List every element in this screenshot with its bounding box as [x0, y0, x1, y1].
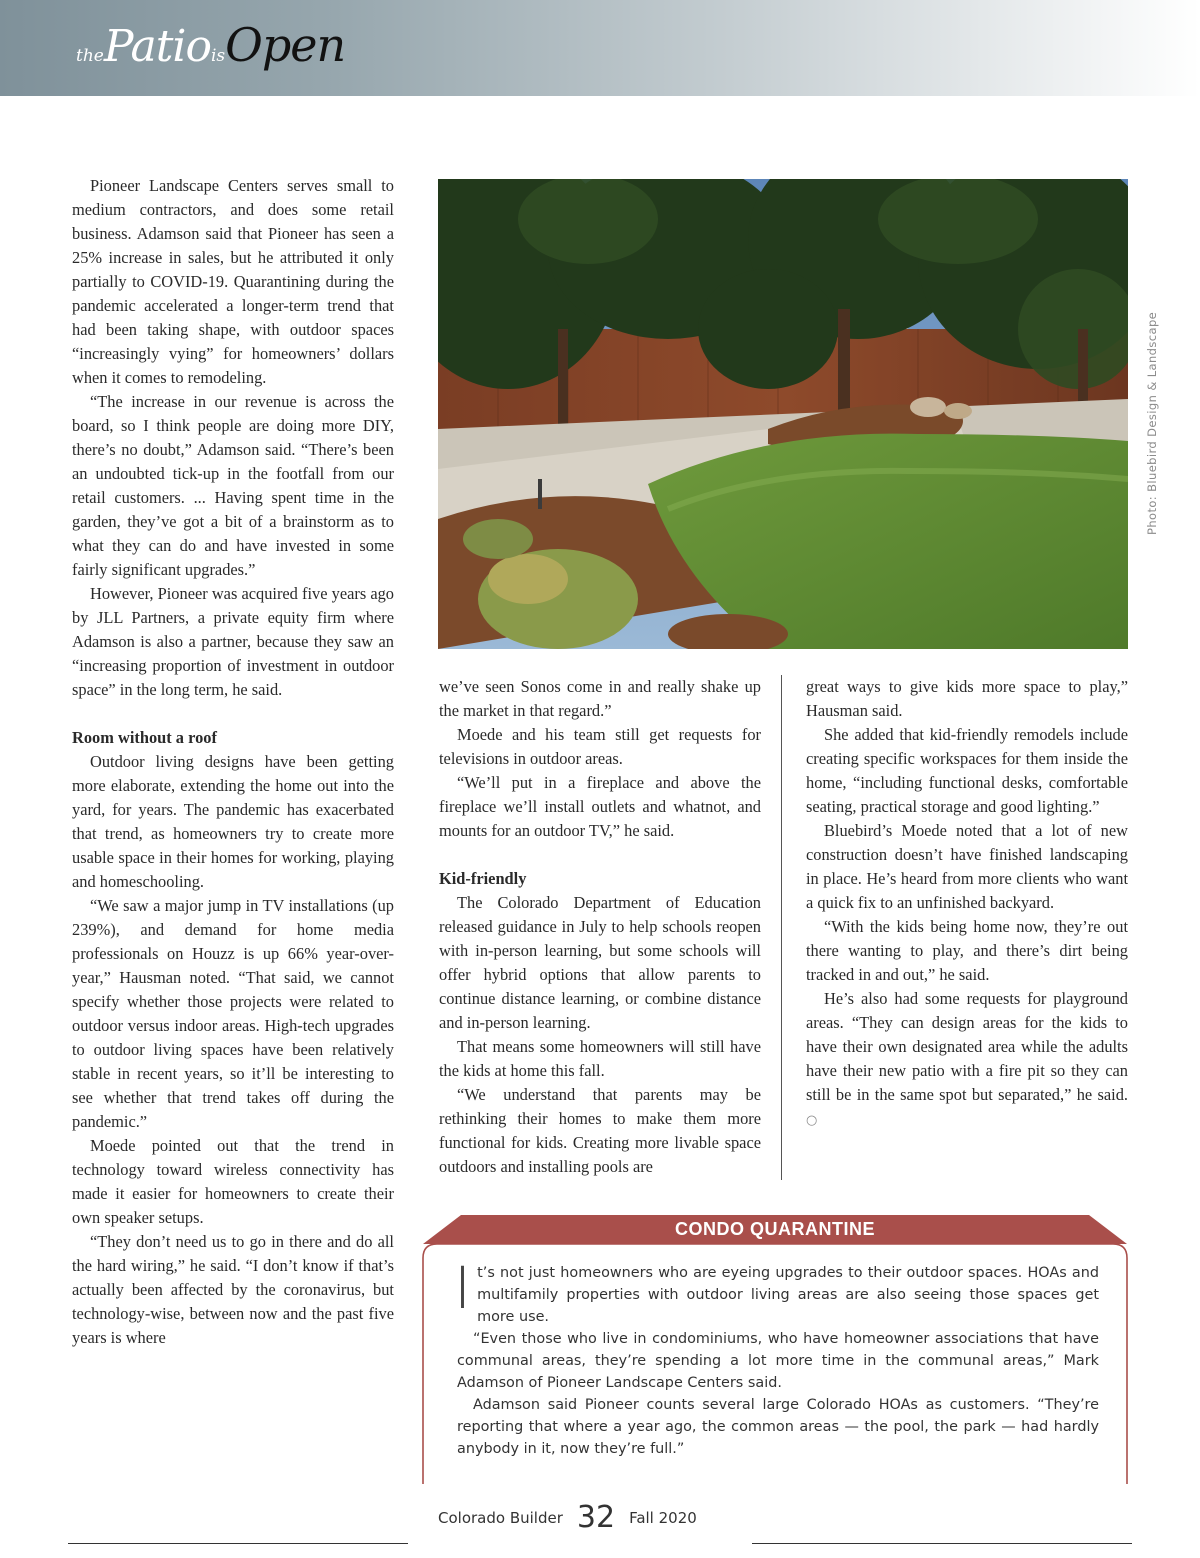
- subheading-room-without-a-roof: Room without a roof: [72, 728, 217, 747]
- footer-rule-left: [68, 1543, 408, 1544]
- drop-cap: I: [454, 1254, 472, 1322]
- end-of-article-mark: ○: [806, 1113, 818, 1128]
- paragraph: “The increase in our revenue is across the board, so I think people are doing more DIY, there’s no doubt,” Adamson said. “There’s been an undoubted tick-up in the footfall from our retail customers. ... Having spent time in the garden, they’ve got a bit of a brainstorm as to what they can do and have invested in some fairly significant upgrades.”: [72, 392, 394, 579]
- sidebar-paragraph: Adamson said Pioneer counts several large Colorado HOAs as customers. “They’re reporting that where a year ago, the common areas — the pool, the park — had hardly anybody in it, now they’re full.”: [457, 1397, 1099, 1457]
- article-column-2: [439, 675, 761, 1179]
- paragraph: “We understand that parents may be rethinking their homes to make them more functional for kids. Creating more livable space outdoors and installing pools are: [439, 1085, 761, 1176]
- paragraph: Bluebird’s Moede noted that a lot of new construction doesn’t have finished landscaping in place. He’s heard from more clients who want a quick fix to an unfinished backyard.: [806, 821, 1128, 912]
- paragraph: That means some homeowners will still have the kids at home this fall.: [439, 1037, 761, 1080]
- sidebar-title: CONDO QUARANTINE: [675, 1219, 875, 1239]
- paragraph: [806, 987, 1128, 1133]
- paragraph: Pioneer Landscape Centers serves small to medium contractors, and does some retail business. Adamson said that Pioneer has seen a 25% increase in sales, but he attributed it only partially to COVID-19. Quarantining during the pandemic accelerated a longer-term trend that had been taking shape, with outdoor spaces “increasingly vying” for homeowners’ dollars when it comes to remodeling.: [72, 176, 394, 387]
- paragraph-text: He’s also had some requests for playground areas. “They can design areas for the kids to have their own designated area while the adults have their new patio with a fire pit so they can still be in the same spot but separated,” he said.: [806, 989, 1128, 1104]
- paragraph: She added that kid-friendly remodels include creating specific workspaces for them inside the home, “including functional desks, comfortable seating, practical storage and good lighting.”: [806, 725, 1128, 816]
- sidebar-body: [454, 1254, 1099, 1460]
- photo-illustration: [438, 179, 1128, 649]
- logo-word-open: Open: [225, 18, 346, 72]
- article-column-1: [72, 174, 394, 1350]
- paragraph: Moede pointed out that the trend in technology toward wireless connectivity has made it easier for homeowners to create their own speaker setups.: [72, 1136, 394, 1227]
- sidebar-paragraph-text: t’s not just homeowners who are eyeing upgrades to their outdoor spaces. HOAs and multifamily properties with outdoor living areas are also seeing those spaces get more use.: [477, 1265, 1099, 1325]
- paragraph: we’ve seen Sonos come in and really shake up the market in that regard.”: [439, 677, 761, 720]
- sidebar-paragraph: “Even those who live in condominiums, who have homeowner associations that have communal areas, they’re spending a lot more time in the communal areas,” Mark Adamson of Pioneer Landscape Centers said.: [457, 1331, 1099, 1391]
- paragraph: Moede and his team still get requests for televisions in outdoor areas.: [439, 725, 761, 768]
- footer-rule-right: [752, 1543, 1132, 1544]
- issue-date: Fall 2020: [629, 1509, 697, 1527]
- page-footer: [438, 1496, 697, 1535]
- logo-word-the: the: [76, 46, 104, 66]
- logo-word-is: is: [210, 46, 226, 66]
- paragraph: great ways to give kids more space to play,” Hausman said.: [806, 677, 1128, 720]
- header-banner: [0, 0, 1200, 96]
- paragraph: “They don’t need us to go in there and do all the hard wiring,” he said. “I don’t know if that’s actually been affected by the coronavirus, but technology-wise, between now and the past five years is where: [72, 1232, 394, 1347]
- paragraph: “With the kids being home now, they’re out there wanting to play, and there’s dirt being tracked in and out,” he said.: [806, 917, 1128, 984]
- backyard-landscape-photo: [438, 179, 1128, 649]
- subheading-kid-friendly: Kid-friendly: [439, 869, 527, 888]
- column-divider: [781, 675, 782, 1180]
- paragraph: The Colorado Department of Education released guidance in July to help schools reopen with in-person learning, but some schools will offer hybrid options that allow parents to continue distance learning, or combine distance and in-person learning.: [439, 893, 761, 1032]
- paragraph: “We’ll put in a fireplace and above the fireplace we’ll install outlets and whatnot, and mounts for an outdoor TV,” he said.: [439, 773, 761, 840]
- page-number: 32: [576, 1500, 616, 1535]
- paragraph: However, Pioneer was acquired five years ago by JLL Partners, a private equity firm where Adamson is also a partner, because they saw an “increasing proportion of investment in outdoor space” in the long term, he said.: [72, 584, 394, 699]
- sidebar-paragraph: [454, 1254, 1099, 1328]
- logo-word-patio: Patio: [103, 21, 211, 72]
- article-column-3: [806, 675, 1128, 1133]
- paragraph: “We saw a major jump in TV installations (up 239%), and demand for home media professionals on Houzz is up 66% year-over-year,” Hausman noted. “That said, we cannot specify whether those projects were related to outdoor versus indoor areas. High-tech upgrades to outdoor living spaces have been relatively stable in recent years, so it’ll be interesting to see whether that trend takes off during the pandemic.”: [72, 896, 394, 1131]
- photo-credit: Photo: Bluebird Design & Landscape: [1145, 311, 1159, 535]
- paragraph: Outdoor living designs have been getting more elaborate, extending the home out into the yard, for years. The pandemic has exacerbated that trend, as homeowners try to create more usable space in their homes for working, playing and homeschooling.: [72, 752, 394, 891]
- publication-name: Colorado Builder: [438, 1509, 563, 1527]
- section-logo: [76, 18, 345, 72]
